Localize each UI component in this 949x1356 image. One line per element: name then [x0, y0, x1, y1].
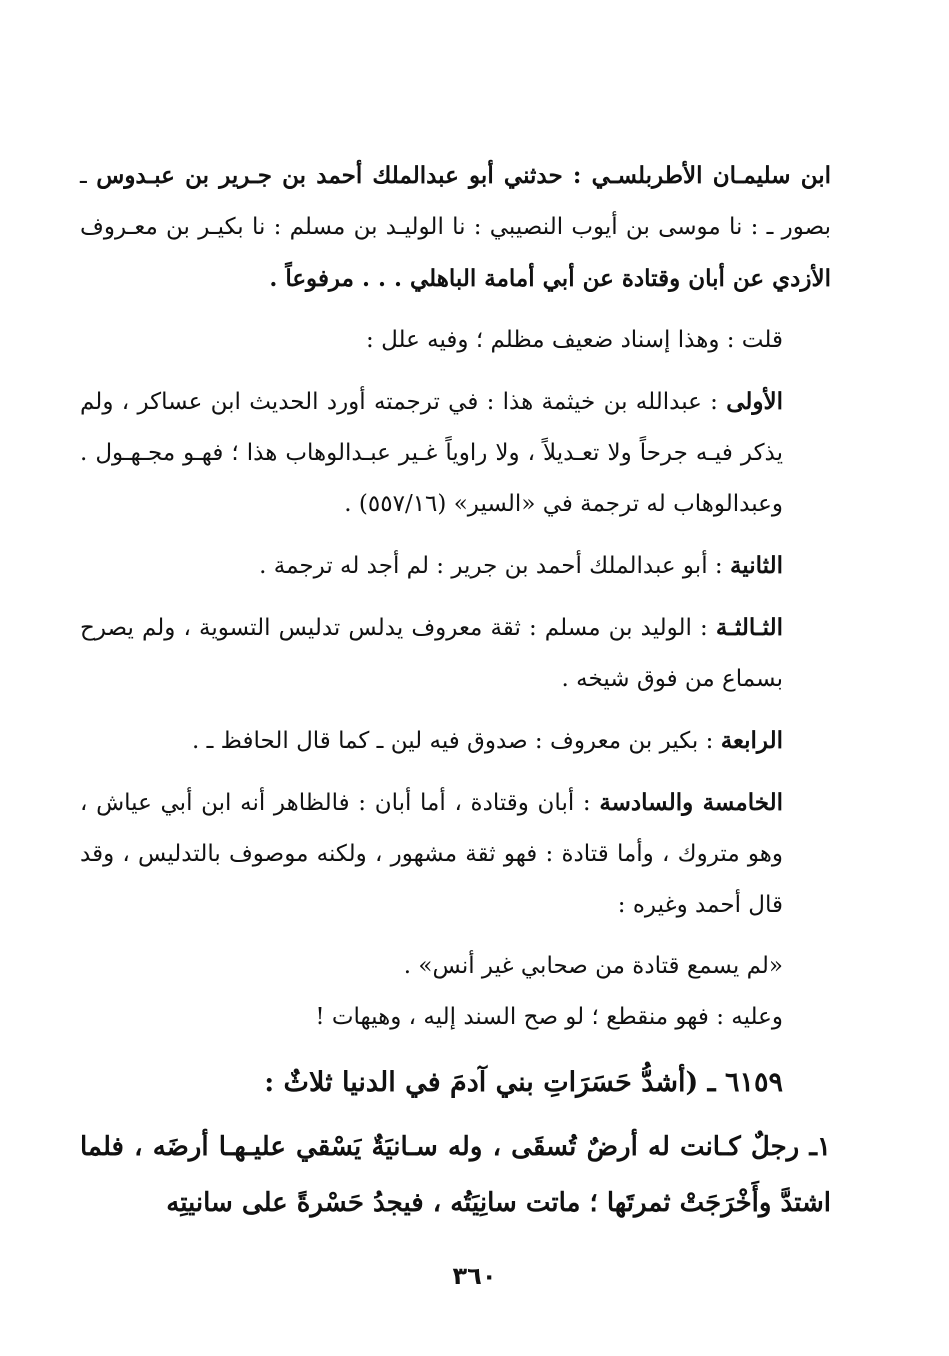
illness-2 [80, 540, 831, 592]
illness-3 [80, 602, 831, 705]
quote-paragraph: «لم يسمع قتادة من صحابي غير أنس» . [403, 953, 783, 979]
illness-3-text: : الوليد بن مسلم : ثقة معروف يدلس تدليس التسوية ، ولم يصرح بسماع من فوق شيخه . [80, 615, 783, 692]
hadith-heading: ٦١٥٩ ـ (أشدُّ حَسَرَاتِ بني آدمَ في الدنيا ثلاثٌ : [264, 1067, 783, 1098]
illness-2-label: الثانية [729, 552, 783, 579]
verdict-paragraph: قلت : وهذا إسناد ضعيف مظلم ؛ وفيه علل : [366, 327, 783, 353]
illness-5-6-text: : أبان وقتادة ، أما أبان : فالظاهر أنه ابن أبي عياش ، وهو متروك ، وأما قتادة : فهو ثقة مشهور ، ولكنه موصوف بالتدليس ، وقد قال أحمد وغيره : [80, 790, 783, 918]
page-body [80, 150, 831, 1356]
illness-1 [80, 376, 831, 530]
hadith-body: ١ـ رجلٌ كـانت له أرضٌ تُسقَى ، وله سـانيَةٌ يَسْقي عليـهـا أرضَه ، فلما اشتدَّ وأَخْرَجَتْ ثمرتَها ؛ ماتت سانِيَتُه ، فيجدُ حَسْرةً على سانيتِه [80, 1132, 831, 1218]
page-number: ٣٦٠ [452, 1262, 497, 1290]
illness-4 [80, 715, 831, 767]
illness-1-label: الأولى [726, 388, 783, 415]
illness-5-6-label: الخامسة والسادسة [599, 789, 783, 816]
isnad-line-1: ابن سليمـان الأطربلسـي : حدثني أبو عبدالملك أحمد بن جـرير بن عبـدوس [96, 162, 831, 189]
illness-2-text: : أبو عبدالملك أحمد بن جرير : لم أجد له ترجمة . [259, 553, 730, 579]
isnad-line-2: ـ بصور ـ : نا موسى بن أيوب النصيبي : نا الوليـد بن مسلم : نا بكيـر بن معـروف [80, 163, 831, 240]
isnad-paragraph [80, 150, 831, 305]
isnad-line-3: الأزدي عن أبان وقتادة عن أبي أمامة الباهلي . . . مرفوعاً . [269, 265, 831, 292]
illness-3-label: الثـالثـة [715, 614, 783, 641]
illness-1-text: : عبدالله بن خيثمة هذا : في ترجمته أورد الحديث ابن عساكر ، ولم يذكر فيـه جرحاً ولا تعـديلاً ، ولا راوياً غـير عبـدالوهاب هذا ؛ فهـو مجـهـول . وعبدالوهاب له ترجمة في «السير» (٥٥٧/١٦) . [80, 389, 783, 517]
conclusion-paragraph: وعليه : فهو منقطع ؛ لو صح السند إليه ، وهيهات ! [315, 1004, 783, 1030]
illness-4-text: : بكير بن معروف : صدوق فيه لين ـ كما قال الحافظ ـ . [192, 728, 721, 754]
illness-5-6 [80, 777, 831, 931]
illness-4-label: الرابعة [720, 727, 783, 754]
